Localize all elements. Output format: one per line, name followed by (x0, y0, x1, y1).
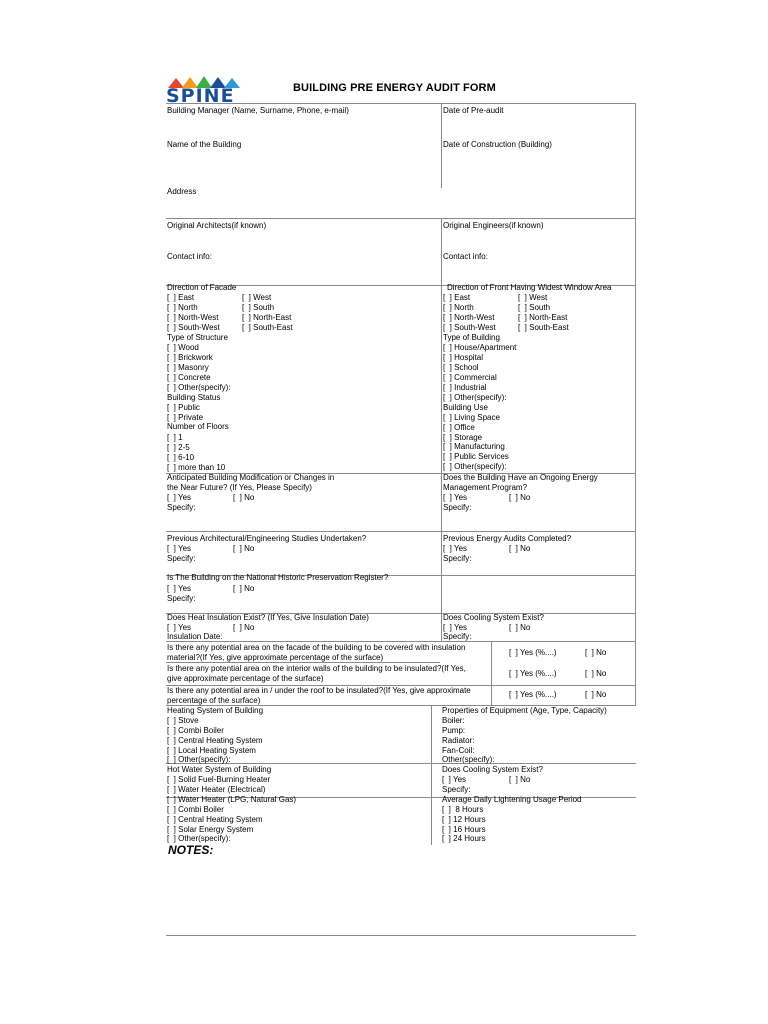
hot-water-option: [ ] Solid Fuel-Burning Heater (167, 775, 271, 784)
facade-option: [ ] South (242, 303, 275, 312)
structure-option: [ ] Concrete (167, 373, 211, 382)
roof-insulation-no: [ ] No (585, 690, 607, 699)
building-type-option: [ ] School (443, 363, 479, 372)
historic-yes: [ ] Yes (167, 584, 192, 593)
cooling-yes: [ ] Yes (443, 623, 468, 632)
prev-audits-title: Previous Energy Audits Completed? (443, 534, 572, 543)
hot-water-option: [ ] Other(specify): (167, 834, 231, 843)
lighting-option: [ ] 24 Hours (442, 834, 486, 843)
rule (166, 531, 636, 532)
historic-specify: Specify: (167, 594, 196, 603)
facade-insulation-question: Is there any potential area on the facade of the building to be covered with insulation (167, 643, 466, 652)
modification-title-2: the Near Future? (If Yes, Please Specify) (167, 483, 312, 492)
construction-date-label: Date of Construction (Building) (443, 140, 552, 149)
window-option: [ ] South-West (443, 323, 496, 332)
cooling-2-no: [ ] No (509, 775, 531, 784)
historic-title: Is The Building on the National Historic Preservation Register? (167, 573, 389, 582)
building-type-title: Type of Building (443, 333, 500, 342)
pre-audit-date-label: Date of Pre-audit (443, 106, 504, 115)
status-option: [ ] Private (167, 413, 204, 422)
facade-option: [ ] West (242, 293, 272, 302)
structure-option: [ ] Masonry (167, 363, 209, 372)
column-divider (441, 218, 442, 641)
engineers-label: Original Engineers(if known) (443, 221, 544, 230)
hot-water-option: [ ] Combi Boiler (167, 805, 224, 814)
building-type-option: [ ] Other(specify): (443, 393, 507, 402)
use-option: [ ] Office (443, 423, 475, 432)
rule (166, 641, 636, 642)
facade-option: [ ] South-East (242, 323, 293, 332)
building-name-label: Name of the Building (167, 140, 242, 149)
facade-title: Direction of Facade (167, 283, 237, 292)
facade-insulation-yes: [ ] Yes (%....) (509, 648, 557, 657)
window-option: [ ] South (518, 303, 551, 312)
rule (166, 763, 636, 764)
heating-title: Heating System of Building (167, 706, 264, 715)
spine-logo (166, 74, 246, 106)
contact-info-left: Contact info: (167, 252, 212, 261)
studies-specify: Specify: (167, 554, 196, 563)
window-option: [ ] West (518, 293, 548, 302)
structure-option: [ ] Other(specify): (167, 383, 231, 392)
heating-option: [ ] Other(specify): (167, 755, 231, 764)
lighting-title: Average Daily Lightening Usage Period (442, 795, 582, 804)
architects-label: Original Architects(if known) (167, 221, 267, 230)
use-option: [ ] Public Services (443, 452, 509, 461)
status-option: [ ] Public (167, 403, 200, 412)
energy-mgmt-title-2: Management Program? (443, 483, 528, 492)
heating-option: [ ] Local Heating System (167, 746, 256, 755)
cooling-2-title: Does Cooling System Exist? (442, 765, 543, 774)
window-option: [ ] North (443, 303, 474, 312)
status-title: Building Status (167, 393, 221, 402)
cooling-specify: Specify: (443, 632, 472, 641)
roof-insulation-question-2: percentage of the surface) (167, 696, 261, 705)
contact-info-right: Contact info: (443, 252, 488, 261)
prev-audits-no: [ ] No (509, 544, 531, 553)
studies-yes: [ ] Yes (167, 544, 192, 553)
floors-title: Number of Floors (167, 422, 229, 431)
hot-water-option: [ ] Water Heater (LPG, Natural Gas) (167, 795, 297, 804)
manager-label: Building Manager (Name, Surname, Phone, e-mail) (167, 106, 349, 115)
rule (166, 103, 636, 104)
cooling-2-yes: [ ] Yes (442, 775, 467, 784)
lighting-option: [ ] 16 Hours (442, 825, 486, 834)
modification-specify: Specify: (167, 503, 196, 512)
equipment-item: Radiator: (442, 736, 475, 745)
hot-water-option: [ ] Water Heater (Electrical) (167, 785, 266, 794)
use-option: [ ] Storage (443, 433, 483, 442)
lighting-option: [ ] 8 Hours (442, 805, 484, 814)
historic-no: [ ] No (233, 584, 255, 593)
energy-mgmt-title: Does the Building Have an Ongoing Energy (443, 473, 598, 482)
insulation-date-label: Insulation Date: (167, 632, 223, 641)
structure-title: Type of Structure (167, 333, 228, 342)
window-option: [ ] East (443, 293, 471, 302)
facade-option: [ ] North-East (242, 313, 292, 322)
lighting-option: [ ] 12 Hours (442, 815, 486, 824)
facade-option: [ ] South-West (167, 323, 220, 332)
prev-audits-yes: [ ] Yes (443, 544, 468, 553)
heating-option: [ ] Stove (167, 716, 199, 725)
energy-mgmt-no: [ ] No (509, 493, 531, 502)
energy-mgmt-specify: Specify: (443, 503, 472, 512)
roof-insulation-question: Is there any potential area in / under the roof to be insulated?(If Yes, give approximate (167, 686, 471, 695)
floors-option: [ ] more than 10 (167, 463, 226, 472)
interior-insulation-yes: [ ] Yes (%....) (509, 669, 557, 678)
address-label: Address (167, 187, 197, 196)
window-option: [ ] North-West (443, 313, 495, 322)
roof-insulation-yes: [ ] Yes (%....) (509, 690, 557, 699)
hot-water-option: [ ] Central Heating System (167, 815, 263, 824)
floors-option: [ ] 1 (167, 433, 183, 442)
modification-yes: [ ] Yes (167, 493, 192, 502)
form-title: BUILDING PRE ENERGY AUDIT FORM (293, 82, 496, 94)
notes-label: NOTES: (168, 843, 214, 857)
floors-option: [ ] 2-5 (167, 443, 190, 452)
equipment-title: Properties of Equipment (Age, Type, Capacity) (442, 706, 607, 715)
column-divider (431, 705, 432, 845)
logo-text: SPINE (166, 85, 235, 107)
building-type-option: [ ] House/Apartment (443, 343, 517, 352)
column-divider (441, 103, 442, 188)
structure-option: [ ] Brickwork (167, 353, 213, 362)
cooling-2-specify: Specify: (442, 785, 471, 794)
use-option: [ ] Manufacturing (443, 442, 505, 451)
column-divider (491, 641, 492, 705)
prev-audits-specify: Specify: (443, 554, 472, 563)
equipment-item: Fan-Coil: (442, 746, 475, 755)
energy-mgmt-yes: [ ] Yes (443, 493, 468, 502)
facade-option: [ ] North (167, 303, 198, 312)
building-type-option: [ ] Commercial (443, 373, 497, 382)
interior-insulation-no: [ ] No (585, 669, 607, 678)
floors-option: [ ] 6-10 (167, 453, 195, 462)
studies-title: Previous Architectural/Engineering Studies Undertaken? (167, 534, 367, 543)
window-front-title: Direction of Front Having Widest Window Area (447, 283, 612, 292)
window-option: [ ] North-East (518, 313, 568, 322)
interior-insulation-question: Is there any potential area on the interior walls of the building to be insulated?(If Yes, (167, 664, 466, 673)
heating-option: [ ] Combi Boiler (167, 726, 224, 735)
heat-insulation-yes: [ ] Yes (167, 623, 192, 632)
equipment-item: Pump: (442, 726, 466, 735)
facade-insulation-question-2: material?(If Yes, give approximate percentage of the surface) (167, 653, 384, 662)
right-border (635, 103, 636, 705)
window-option: [ ] South-East (518, 323, 569, 332)
audit-form (166, 103, 636, 936)
structure-option: [ ] Wood (167, 343, 199, 352)
facade-option: [ ] East (167, 293, 195, 302)
interior-insulation-question-2: give approximate percentage of the surface) (167, 674, 324, 683)
building-type-option: [ ] Hospital (443, 353, 484, 362)
facade-insulation-no: [ ] No (585, 648, 607, 657)
studies-no: [ ] No (233, 544, 255, 553)
equipment-item: Boiler: (442, 716, 465, 725)
cooling-title: Does Cooling System Exist? (443, 613, 544, 622)
use-option: [ ] Other(specify): (443, 462, 507, 471)
hot-water-title: Hot Water System of Building (167, 765, 272, 774)
heat-insulation-title: Does Heat Insulation Exist? (If Yes, Give Insulation Date) (167, 613, 369, 622)
heat-insulation-no: [ ] No (233, 623, 255, 632)
rule (166, 935, 636, 936)
cooling-no: [ ] No (509, 623, 531, 632)
rule (166, 218, 636, 219)
heating-option: [ ] Central Heating System (167, 736, 263, 745)
equipment-item: Other(specify): (442, 755, 495, 764)
hot-water-option: [ ] Solar Energy System (167, 825, 254, 834)
use-title: Building Use (443, 403, 488, 412)
use-option: [ ] Living Space (443, 413, 500, 422)
building-type-option: [ ] Industrial (443, 383, 487, 392)
modification-no: [ ] No (233, 493, 255, 502)
facade-option: [ ] North-West (167, 313, 219, 322)
modification-title: Anticipated Building Modification or Changes in (167, 473, 335, 482)
